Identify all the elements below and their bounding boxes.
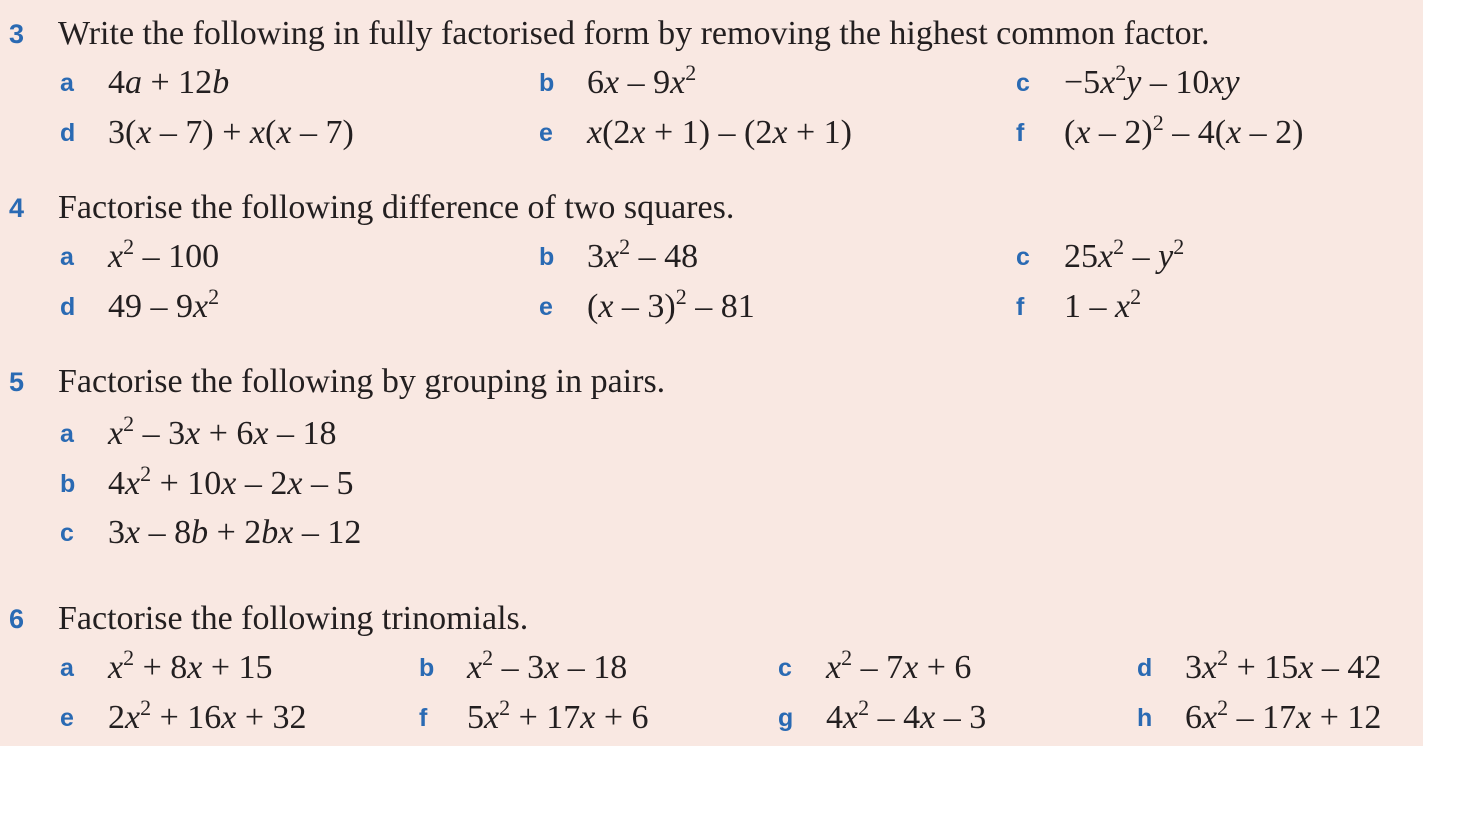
part-expression: $4x^2 - 4x - 3$: [826, 695, 987, 736]
part-expression: $6x - 9x^2$: [587, 60, 697, 101]
part-label: f: [419, 704, 428, 732]
question-text: Factorise the following by grouping in pairs.: [58, 363, 666, 400]
part-label: c: [1016, 243, 1030, 271]
part-expression: $4x^2 + 10x - 2x - 5$: [108, 461, 354, 502]
part-label: a: [60, 243, 74, 271]
part-label: c: [1016, 69, 1030, 97]
part-label: a: [60, 420, 74, 448]
question-text: Write the following in fully factorised form by removing the highest common factor.: [58, 15, 1210, 52]
part-label: g: [778, 704, 794, 732]
part-label: c: [60, 519, 74, 547]
part-label: b: [60, 470, 76, 498]
part-expression: $1 - x^2$: [1064, 284, 1142, 325]
question-text: Factorise the following difference of two squares.: [58, 189, 735, 226]
part-expression: $x^2 - 3x + 6x - 18$: [108, 411, 337, 452]
part-expression: $2x^2 + 16x + 32$: [108, 695, 307, 736]
part-expression: (x – 2)$^2$ – 4(x – 2): [1064, 110, 1304, 151]
part-expression: $x^2 - 3x - 18$: [467, 645, 628, 686]
part-label: f: [1016, 119, 1025, 147]
part-expression: x(2x + 1) – (2x + 1): [587, 114, 852, 151]
part-label: b: [419, 654, 435, 682]
part-label: d: [60, 119, 76, 147]
part-expression: 4a + 12b: [108, 64, 230, 101]
part-expression: $6x^2 - 17x + 12$: [1185, 695, 1382, 736]
part-label: a: [60, 654, 74, 682]
part-expression: 3(x – 7) + x(x – 7): [108, 114, 354, 151]
part-label: h: [1137, 704, 1153, 732]
part-label: c: [778, 654, 792, 682]
part-label: b: [539, 243, 555, 271]
part-expression: $49 - 9x^2$: [108, 284, 220, 325]
part-expression: (x – 3)$^2$ – 81: [587, 284, 755, 325]
part-expression: $-5x^2y - 10xy$: [1064, 60, 1240, 101]
part-label: d: [1137, 654, 1153, 682]
part-expression: $3x^2 - 48$: [587, 234, 699, 275]
part-label: a: [60, 69, 74, 97]
question-number: 3: [9, 19, 25, 49]
part-label: e: [539, 119, 553, 147]
part-expression: $25x^2 - y^2$: [1064, 234, 1185, 275]
part-label: b: [539, 69, 555, 97]
part-expression: $3x^2 + 15x - 42$: [1185, 645, 1382, 686]
part-label: e: [539, 293, 553, 321]
part-expression: $5x^2 + 17x + 6$: [467, 695, 649, 736]
question-number: 4: [9, 193, 25, 223]
question-text: Factorise the following trinomials.: [58, 600, 529, 637]
part-expression: $x^2 - 7x + 6$: [826, 645, 972, 686]
question-number: 6: [9, 604, 25, 634]
part-expression: $x^2 - 100$: [108, 234, 220, 275]
part-label: f: [1016, 293, 1025, 321]
part-label: e: [60, 704, 74, 732]
part-label: d: [60, 293, 76, 321]
question-number: 5: [9, 367, 25, 397]
part-expression: $x^2 + 8x + 15$: [108, 645, 273, 686]
part-expression: 3x – 8b + 2bx – 12: [108, 514, 362, 551]
